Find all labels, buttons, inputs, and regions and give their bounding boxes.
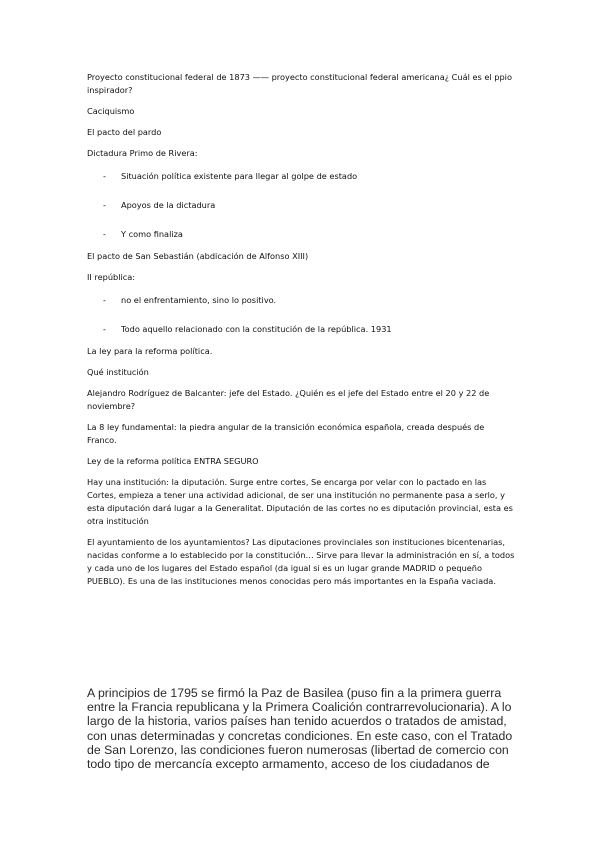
list-item-text: Y como finaliza (121, 229, 183, 239)
paragraph-diputacion: Hay una institución: la diputación. Surge entre cortes, Se encarga por velar con lo pactado en las Cortes, empieza a tener una actividad adicional, de ser una institución no permanente pasa a serlo, y esta diputación dará lugar a la Generalitat. Diputación de las cortes no es diputación provincial, esta es otra institución (87, 477, 513, 526)
paragraph-jefe-estado: Alejandro Rodríguez de Balcanter: jefe del Estado. ¿Quién es el jefe del Estado entre el 20 y 22 de noviembre? (87, 388, 490, 411)
paragraph-pacto-pardo: El pacto del pardo (87, 127, 162, 137)
list-item (87, 170, 515, 183)
paragraph-caciquismo: Caciquismo (87, 106, 135, 116)
list-item (87, 199, 515, 212)
list-item-text: Todo aquello relacionado con la constitución de la república. 1931 (121, 324, 392, 334)
dash-bullet-icon: - (103, 171, 106, 181)
paragraph-federal-project: Proyecto constitucional federal de 1873 —— proyecto constitucional federal americana¿ Cuál es el ppio inspirador? (87, 72, 512, 95)
paragraph-que-institucion: Qué institución (87, 367, 149, 377)
paragraph-primo-rivera: Dictadura Primo de Rivera: (87, 148, 198, 158)
dash-bullet-icon: - (103, 200, 106, 210)
essay-paragraph: A principios de 1795 se firmó la Paz de Basilea (puso fin a la primera guerra entre la Francia republicana y la Primera Coalición contrarrevolucionaria). A lo largo de la historia, varios países han tenido acuerdos o tratados de amistad, con unas determinadas y concretas condiciones. En este caso, con el Tratado de San Lorenzo, las condiciones fueron numerosas (libertad de comercio con todo tipo de mercancía excepto armamento, acceso de los ciudadanos de (87, 686, 513, 772)
list-item-text: Apoyos de la dictadura (121, 200, 216, 210)
paragraph-ley-fundamental: La 8 ley fundamental: la piedra angular de la transición económica española, creada después de Franco. (87, 422, 485, 445)
list-item (87, 294, 515, 307)
dash-bullet-icon: - (103, 324, 106, 334)
paragraph-ley-reforma: La ley para la reforma política. (87, 346, 213, 356)
paragraph-pacto-san-sebastian: El pacto de San Sebastián (abdicación de Alfonso XIII) (87, 251, 309, 261)
list-item-text: no el enfrentamiento, sino lo positivo. (121, 295, 277, 305)
paragraph-ayuntamientos: El ayuntamiento de los ayuntamientos? Las diputaciones provinciales son instituciones bicentenarias, nacidas conforme a lo establecido por la constitución… Sirve para llevar la administración en sí, a todos y cada uno de los lugares del Estado español (da igual si es un lugar grande MADRID o pequeño PUEBLO). Es una de las instituciones menos conocidas pero más importantes en la España vaciada. (87, 537, 515, 586)
list-item (87, 323, 515, 336)
dash-bullet-icon: - (103, 295, 106, 305)
list-item-text: Situación política existente para llegar al golpe de estado (121, 171, 358, 181)
dash-bullet-icon: - (103, 229, 106, 239)
notes-section (87, 71, 515, 596)
paragraph-entra-seguro: Ley de la reforma política ENTRA SEGURO (87, 456, 259, 466)
paragraph-ii-republica: II república: (87, 272, 136, 282)
list-item (87, 228, 515, 241)
